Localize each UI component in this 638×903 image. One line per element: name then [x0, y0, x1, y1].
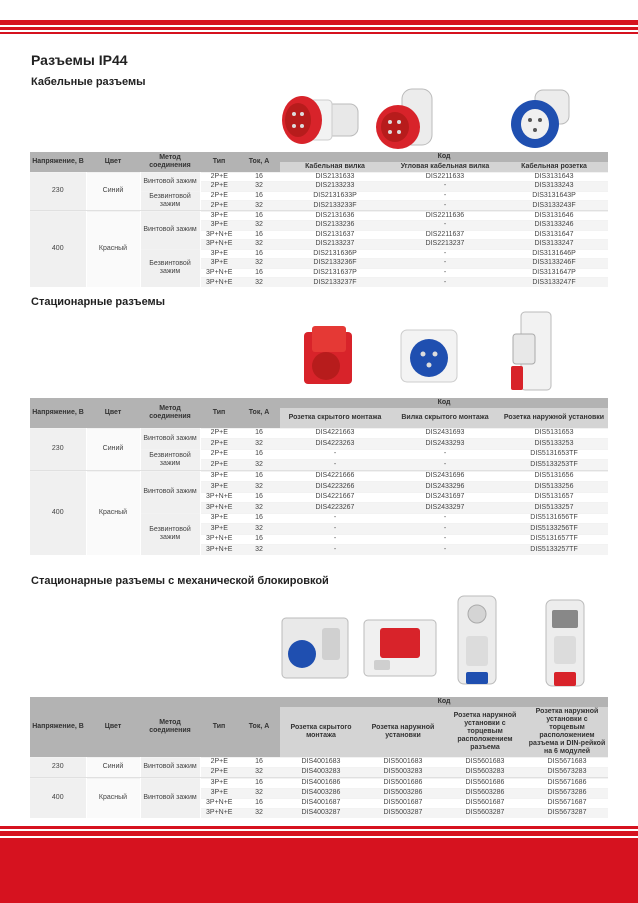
current-cell: 16	[238, 513, 280, 524]
code-cell: DIS2213237	[390, 240, 500, 250]
flush-plug-image	[395, 322, 465, 388]
code-cell: DIS4003283	[280, 767, 362, 777]
code-cell: DIS2211636	[390, 211, 500, 221]
code-cell: DIS4223267	[280, 503, 390, 514]
code-cell: -	[390, 268, 500, 278]
type-cell: 2P+E	[200, 757, 238, 767]
col-current-header: Ток, А	[238, 697, 280, 757]
type-cell: 2P+E	[200, 449, 238, 460]
code-cell: -	[390, 249, 500, 259]
current-cell: 16	[238, 211, 280, 221]
method-cell: Безвинтовой зажим	[140, 249, 200, 287]
code-cell: DIS4003287	[280, 808, 362, 818]
code-cell: DIS4221663	[280, 428, 390, 439]
code-cell: DIS2433296	[390, 482, 500, 493]
code-cell: DIS3133243F	[500, 201, 608, 211]
code-cell: -	[390, 221, 500, 231]
voltage-cell: 400	[30, 211, 86, 287]
code-cell: DIS2431697	[390, 492, 500, 503]
type-cell: 3P+E	[200, 211, 238, 221]
code-cell: DIS2133236	[280, 221, 390, 231]
code-cell: -	[390, 182, 500, 192]
section-title-interlocked: Стационарные разъемы с механической блокировкой	[31, 575, 329, 587]
code-cell: DIS2133233	[280, 182, 390, 192]
top-stripe-band	[0, 20, 638, 34]
type-cell: 2P+E	[200, 460, 238, 471]
col-method-header: Метод соединения	[140, 398, 200, 428]
bottom-stripe-band	[0, 826, 638, 903]
current-cell: 16	[238, 172, 280, 182]
col-voltage-header: Напряжение, В	[30, 398, 86, 428]
current-cell: 32	[238, 767, 280, 777]
type-cell: 3P+N+E	[200, 240, 238, 250]
type-cell: 2P+E	[200, 201, 238, 211]
color-cell: Синий	[86, 428, 140, 470]
code-cell: -	[390, 534, 500, 545]
table-row	[30, 428, 608, 439]
type-cell: 3P+N+E	[200, 230, 238, 240]
code-cell: DIS4003286	[280, 788, 362, 798]
code-col-header: Угловая кабельная вилка	[390, 162, 500, 172]
code-col-header: Розетка наружной установки с торцевым расположением разъема	[444, 707, 526, 757]
code-col-header: Кабельная вилка	[280, 162, 390, 172]
color-cell: Синий	[86, 172, 140, 210]
current-cell: 32	[238, 221, 280, 231]
method-cell: Безвинтовой зажим	[140, 513, 200, 555]
table-row	[30, 778, 608, 788]
code-cell: DIS3131646	[500, 211, 608, 221]
current-cell: 16	[238, 449, 280, 460]
current-cell: 16	[238, 268, 280, 278]
current-cell: 16	[238, 191, 280, 201]
code-cell: -	[280, 460, 390, 471]
code-cell: DIS5131657	[500, 492, 608, 503]
code-cell: DIS3131643P	[500, 191, 608, 201]
code-cell: DIS5133256TF	[500, 524, 608, 535]
code-cell: DIS2433293	[390, 439, 500, 450]
code-cell: DIS5133257TF	[500, 545, 608, 556]
current-cell: 32	[238, 545, 280, 556]
code-cell: DIS5673283	[526, 767, 608, 777]
voltage-cell: 400	[30, 471, 86, 555]
type-cell: 3P+E	[200, 513, 238, 524]
type-cell: 3P+E	[200, 259, 238, 269]
code-cell: DIS5603283	[444, 767, 526, 777]
code-cell: DIS5001687	[362, 798, 444, 808]
type-cell: 3P+E	[200, 482, 238, 493]
col-type-header: Тип	[200, 697, 238, 757]
code-cell: DIS4221666	[280, 471, 390, 482]
current-cell: 32	[238, 808, 280, 818]
code-col-header: Розетка наружной установки с торцевым расположением разъема и DIN-рейкой на 6 модулей	[526, 707, 608, 757]
type-cell: 2P+E	[200, 172, 238, 182]
angle-plug-image	[368, 85, 442, 153]
code-cell: DIS5131657TF	[500, 534, 608, 545]
voltage-cell: 400	[30, 778, 86, 818]
table-row	[30, 172, 608, 182]
code-col-header: Розетка наружной установки	[500, 408, 608, 428]
type-cell: 3P+N+E	[200, 278, 238, 288]
code-cell: DIS5003283	[362, 767, 444, 777]
code-cell: -	[390, 545, 500, 556]
cable-socket-image	[505, 84, 575, 154]
method-cell: Винтовой зажим	[140, 428, 200, 449]
current-cell: 16	[238, 230, 280, 240]
interlocked-connectors-table	[30, 697, 608, 818]
code-cell: DIS3133247F	[500, 278, 608, 288]
type-cell: 3P+E	[200, 221, 238, 231]
code-cell: DIS5133253	[500, 439, 608, 450]
code-cell: DIS3131646P	[500, 249, 608, 259]
code-cell: -	[280, 513, 390, 524]
flush-socket-image	[290, 322, 360, 392]
code-cell: DIS5001683	[362, 757, 444, 767]
code-cell: DIS5131653TF	[500, 449, 608, 460]
code-cell: DIS2133233F	[280, 201, 390, 211]
code-cell: DIS3131647	[500, 230, 608, 240]
current-cell: 16	[238, 492, 280, 503]
code-cell: DIS2133237	[280, 240, 390, 250]
interlocked-surface-image	[360, 614, 440, 680]
code-cell: DIS4223263	[280, 439, 390, 450]
type-cell: 3P+N+E	[200, 534, 238, 545]
current-cell: 16	[238, 249, 280, 259]
color-cell: Синий	[86, 757, 140, 777]
code-cell: DIS5131656TF	[500, 513, 608, 524]
code-cell: DIS2133236F	[280, 259, 390, 269]
method-cell: Безвинтовой зажим	[140, 449, 200, 470]
code-cell: DIS2211637	[390, 230, 500, 240]
type-cell: 2P+E	[200, 767, 238, 777]
col-voltage-header: Напряжение, В	[30, 152, 86, 172]
current-cell: 32	[238, 182, 280, 192]
code-cell: DIS4223266	[280, 482, 390, 493]
code-cell: DIS3133243	[500, 182, 608, 192]
code-cell: DIS5603287	[444, 808, 526, 818]
current-cell: 32	[238, 460, 280, 471]
code-cell: DIS3133246	[500, 221, 608, 231]
code-cell: DIS5001686	[362, 778, 444, 788]
current-cell: 16	[238, 428, 280, 439]
type-cell: 3P+E	[200, 249, 238, 259]
interlocked-end-image	[452, 592, 502, 692]
code-cell: DIS2131637	[280, 230, 390, 240]
interlocked-din-image	[540, 596, 590, 692]
code-cell: DIS5601687	[444, 798, 526, 808]
table-row	[30, 757, 608, 767]
code-cell: -	[390, 513, 500, 524]
type-cell: 3P+N+E	[200, 492, 238, 503]
current-cell: 16	[238, 778, 280, 788]
code-cell: DIS4001686	[280, 778, 362, 788]
code-cell: DIS5601686	[444, 778, 526, 788]
code-cell: DIS5133256	[500, 482, 608, 493]
cable-plug-image	[280, 92, 360, 150]
type-cell: 2P+E	[200, 428, 238, 439]
table-row	[30, 211, 608, 221]
type-cell: 2P+E	[200, 191, 238, 201]
code-cell: DIS2131633	[280, 172, 390, 182]
current-cell: 32	[238, 201, 280, 211]
surface-socket-image	[505, 308, 565, 394]
current-cell: 32	[238, 240, 280, 250]
code-cell: DIS5603286	[444, 788, 526, 798]
stationary-connectors-table	[30, 398, 608, 555]
code-cell: DIS3133247	[500, 240, 608, 250]
current-cell: 32	[238, 278, 280, 288]
col-type-header: Тип	[200, 152, 238, 172]
code-cell: -	[390, 201, 500, 211]
type-cell: 2P+E	[200, 182, 238, 192]
current-cell: 32	[238, 439, 280, 450]
section-title-cable: Кабельные разъемы	[31, 76, 146, 88]
code-cell: DIS2431693	[390, 428, 500, 439]
col-code-header: Код	[280, 697, 608, 707]
code-cell: DIS2431696	[390, 471, 500, 482]
code-cell: DIS5003287	[362, 808, 444, 818]
type-cell: 3P+N+E	[200, 545, 238, 556]
type-cell: 3P+N+E	[200, 503, 238, 514]
code-cell: DIS2131637P	[280, 268, 390, 278]
section-title-stationary: Стационарные разъемы	[31, 296, 166, 308]
method-cell: Винтовой зажим	[140, 172, 200, 191]
current-cell: 32	[238, 482, 280, 493]
code-cell: DIS5003286	[362, 788, 444, 798]
voltage-cell: 230	[30, 428, 86, 470]
type-cell: 3P+N+E	[200, 798, 238, 808]
method-cell: Винтовой зажим	[140, 211, 200, 249]
code-cell: DIS2131636	[280, 211, 390, 221]
col-color-header: Цвет	[86, 398, 140, 428]
code-cell: DIS5673287	[526, 808, 608, 818]
current-cell: 32	[238, 503, 280, 514]
type-cell: 3P+N+E	[200, 808, 238, 818]
current-cell: 32	[238, 788, 280, 798]
col-method-header: Метод соединения	[140, 152, 200, 172]
code-cell: DIS5671687	[526, 798, 608, 808]
code-cell: -	[390, 191, 500, 201]
color-cell: Красный	[86, 471, 140, 555]
col-voltage-header: Напряжение, В	[30, 697, 86, 757]
code-col-header: Вилка скрытого монтажа	[390, 408, 500, 428]
col-color-header: Цвет	[86, 697, 140, 757]
col-method-header: Метод соединения	[140, 697, 200, 757]
code-cell: DIS4001687	[280, 798, 362, 808]
method-cell: Винтовой зажим	[140, 471, 200, 513]
code-cell: DIS2133237F	[280, 278, 390, 288]
voltage-cell: 230	[30, 757, 86, 777]
code-cell: DIS5671686	[526, 778, 608, 788]
code-col-header: Розетка наружной установки	[362, 707, 444, 757]
code-cell: -	[280, 545, 390, 556]
table-row	[30, 471, 608, 482]
type-cell: 3P+N+E	[200, 268, 238, 278]
code-cell: DIS5133253TF	[500, 460, 608, 471]
method-cell: Винтовой зажим	[140, 757, 200, 777]
type-cell: 2P+E	[200, 439, 238, 450]
code-cell: DIS5133257	[500, 503, 608, 514]
code-cell: -	[390, 259, 500, 269]
method-cell: Винтовой зажим	[140, 778, 200, 818]
col-code-header: Код	[280, 152, 608, 162]
code-col-header: Кабельная розетка	[500, 162, 608, 172]
current-cell: 16	[238, 471, 280, 482]
type-cell: 3P+E	[200, 778, 238, 788]
code-cell: -	[390, 460, 500, 471]
page-title: Разъемы IP44	[31, 52, 128, 68]
code-cell: DIS5601683	[444, 757, 526, 767]
type-cell: 3P+E	[200, 471, 238, 482]
interlocked-flush-image	[278, 612, 352, 682]
code-cell: DIS2131633P	[280, 191, 390, 201]
color-cell: Красный	[86, 778, 140, 818]
code-cell: DIS3133246F	[500, 259, 608, 269]
code-cell: DIS2211633	[390, 172, 500, 182]
method-cell: Безвинтовой зажим	[140, 191, 200, 210]
type-cell: 3P+E	[200, 524, 238, 535]
col-type-header: Тип	[200, 398, 238, 428]
type-cell: 3P+E	[200, 788, 238, 798]
code-cell: -	[280, 534, 390, 545]
color-cell: Красный	[86, 211, 140, 287]
code-cell: DIS5131653	[500, 428, 608, 439]
code-cell: -	[390, 524, 500, 535]
code-col-header: Розетка скрытого монтажа	[280, 707, 362, 757]
voltage-cell: 230	[30, 172, 86, 210]
current-cell: 32	[238, 524, 280, 535]
code-cell: -	[280, 449, 390, 460]
col-current-header: Ток, А	[238, 398, 280, 428]
current-cell: 16	[238, 534, 280, 545]
current-cell: 16	[238, 757, 280, 767]
col-current-header: Ток, А	[238, 152, 280, 172]
code-cell: DIS5131656	[500, 471, 608, 482]
cable-connectors-table	[30, 152, 608, 287]
code-cell: DIS3131647P	[500, 268, 608, 278]
code-cell: -	[280, 524, 390, 535]
current-cell: 32	[238, 259, 280, 269]
col-code-header: Код	[280, 398, 608, 408]
col-color-header: Цвет	[86, 152, 140, 172]
code-col-header: Розетка скрытого монтажа	[280, 408, 390, 428]
code-cell: -	[390, 449, 500, 460]
code-cell: DIS5673286	[526, 788, 608, 798]
code-cell: DIS4001683	[280, 757, 362, 767]
code-cell: -	[390, 278, 500, 288]
current-cell: 16	[238, 798, 280, 808]
code-cell: DIS2433297	[390, 503, 500, 514]
code-cell: DIS2131636P	[280, 249, 390, 259]
code-cell: DIS4221667	[280, 492, 390, 503]
code-cell: DIS5671683	[526, 757, 608, 767]
code-cell: DIS3131643	[500, 172, 608, 182]
